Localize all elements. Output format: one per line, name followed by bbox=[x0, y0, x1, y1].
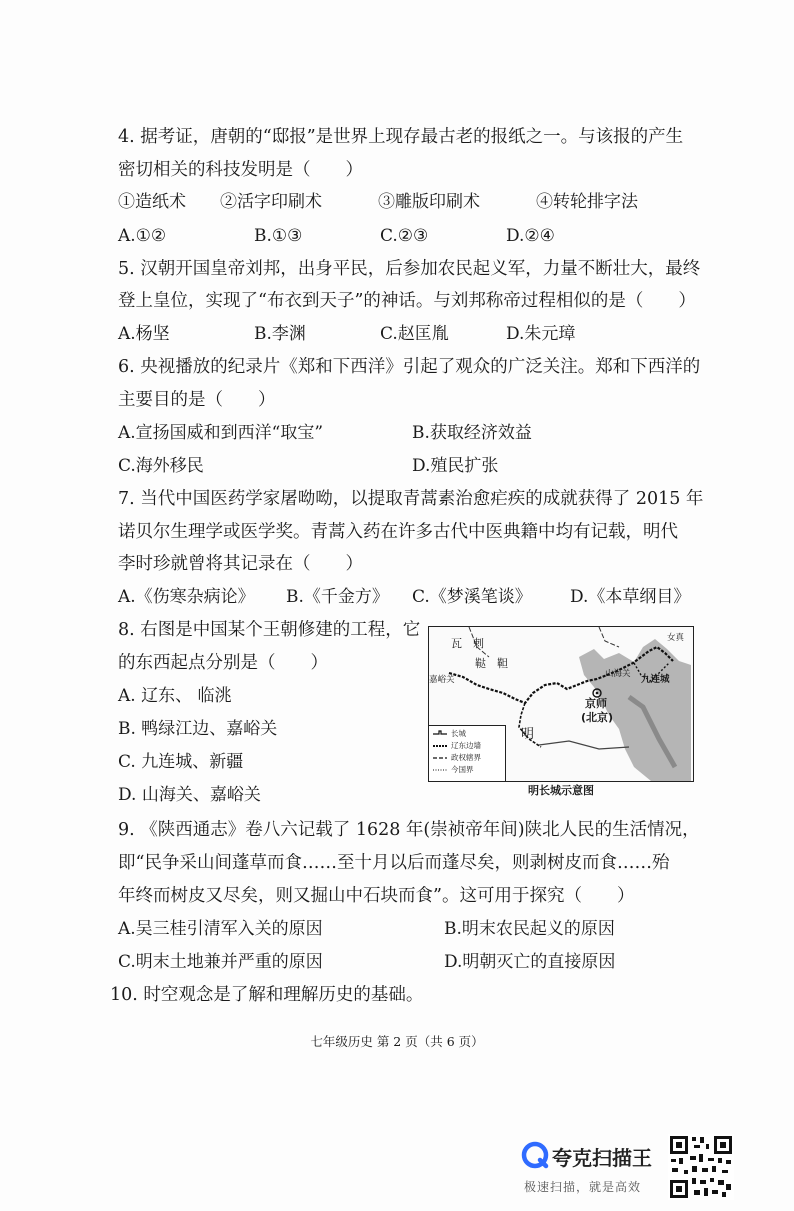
map-label-beijing: (北京) bbox=[581, 711, 614, 724]
legend-label-wall: 长城 bbox=[451, 729, 466, 738]
q6-line1: 6. 央视播放的纪录片《郑和下西洋》引起了观众的广泛关注。郑和下西洋的 bbox=[118, 357, 701, 377]
q4-line2: 密切相关的科技发明是（ ） bbox=[118, 160, 363, 180]
q4-option-a: A.①② bbox=[118, 226, 167, 246]
ming-great-wall-map bbox=[428, 626, 694, 782]
legend-label-border: 今国界 bbox=[451, 765, 474, 774]
map-label-ming: 明 bbox=[521, 727, 535, 742]
q8-option-b: B. 鸭绿江边、嘉峪关 bbox=[118, 719, 278, 739]
qr-code-icon bbox=[668, 1134, 734, 1200]
q4-item-4: ④转轮排字法 bbox=[536, 192, 638, 212]
q6-option-c: C.海外移民 bbox=[118, 456, 204, 476]
q5-option-a: A.杨坚 bbox=[118, 324, 170, 344]
q6-option-b: B.获取经济效益 bbox=[412, 423, 532, 443]
q9-line3: 年终而树皮又尽矣，则又掘山中石块而食”。这可用于探究（ ） bbox=[118, 886, 635, 906]
map-river-line bbox=[539, 741, 629, 749]
q5-option-b: B.李渊 bbox=[254, 324, 306, 344]
q5-line1: 5. 汉朝开国皇帝刘邦，出身平民，后参加农民起义军，力量不断壮大，最终 bbox=[118, 259, 701, 279]
q8-line1: 8. 右图是中国某个王朝修建的工程，它 bbox=[118, 620, 421, 640]
map-label-jiayuguan: 嘉峪关 bbox=[429, 675, 455, 685]
q4-line1: 4. 据考证，唐朝的“邸报”是世界上现存最古老的报纸之一。与该报的产生 bbox=[118, 127, 684, 147]
q5-line2: 登上皇位，实现了“布衣到天子”的神话。与刘邦称帝过程相似的是（ ） bbox=[118, 291, 696, 311]
q8-line2: 的东西起点分别是（ ） bbox=[118, 653, 328, 673]
map-legend bbox=[429, 725, 506, 782]
q4-item-2: ②活字印刷术 bbox=[220, 192, 322, 212]
q7-line2: 诺贝尔生理学或医学奖。青蒿入药在许多古代中医典籍中均有记载，明代 bbox=[118, 522, 678, 542]
map-caption: 明长城示意图 bbox=[528, 784, 594, 797]
q9-line2: 即“民争采山间蓬草而食……至十月以后而蓬尽矣，则剥树皮而食……殆 bbox=[118, 853, 670, 873]
q5-option-d: D.朱元璋 bbox=[506, 324, 576, 344]
q4-item-1: ①造纸术 bbox=[118, 192, 186, 212]
map-label-wala: 瓦 剌 bbox=[451, 637, 484, 650]
q7-line3: 李时珍就曾将其记录在（ ） bbox=[118, 554, 363, 574]
q6-option-a: A.宣扬国威和到西洋“取宝” bbox=[118, 423, 324, 443]
q6-line2: 主要目的是（ ） bbox=[118, 390, 276, 410]
q8-option-d: D. 山海关、嘉峪关 bbox=[118, 785, 261, 805]
map-label-dada: 鞑 靼 bbox=[475, 657, 508, 670]
brand-slogan: 极速扫描，就是高效 bbox=[524, 1180, 642, 1194]
map-label-shanhaiguan: 山海关 bbox=[605, 669, 631, 679]
q4-option-b: B.①③ bbox=[254, 226, 303, 246]
q8-option-a: A. 辽东、 临洮 bbox=[118, 686, 232, 706]
q4-option-c: C.②③ bbox=[380, 226, 429, 246]
quark-logo-icon bbox=[520, 1140, 550, 1170]
q5-option-c: C.赵匡胤 bbox=[380, 324, 449, 344]
map-label-jiuliancheng: 九连城 bbox=[641, 674, 670, 685]
brand-name: 夸克扫描王 bbox=[552, 1146, 652, 1170]
q7-option-d: D.《本草纲目》 bbox=[570, 587, 691, 607]
q7-option-c: C.《梦溪笔谈》 bbox=[412, 587, 532, 607]
q6-option-d: D.殖民扩张 bbox=[412, 456, 499, 476]
q4-item-3: ③雕版印刷术 bbox=[378, 192, 480, 212]
map-label-nvzhen: 女真 bbox=[667, 633, 685, 643]
q9-line1: 9. 《陕西通志》卷八六记载了 1628 年(崇祯帝年间)陕北人民的生活情况， bbox=[118, 820, 700, 840]
q9-option-c: C.明末土地兼并严重的原因 bbox=[118, 952, 323, 972]
q10-line1: 10. 时空观念是了解和理解历史的基础。 bbox=[110, 985, 424, 1005]
legend-label-liaodong: 辽东边墙 bbox=[451, 741, 481, 750]
page-footer: 七年级历史 第 2 页（共 6 页） bbox=[310, 1034, 484, 1049]
q7-line1: 7. 当代中国医药学家屠呦呦，以提取青蒿素治愈疟疾的成就获得了 2015 年 bbox=[118, 489, 704, 509]
map-label-jingshi: 京师 bbox=[585, 697, 607, 710]
q4-option-d: D.②④ bbox=[506, 226, 555, 246]
q9-option-b: B.明末农民起义的原因 bbox=[444, 919, 615, 939]
q8-option-c: C. 九连城、新疆 bbox=[118, 752, 244, 772]
legend-label-regime: 政权辖界 bbox=[451, 753, 481, 762]
q7-option-b: B.《千金方》 bbox=[286, 587, 389, 607]
q7-option-a: A.《伤寒杂病论》 bbox=[118, 587, 255, 607]
q9-option-a: A.吴三桂引清军入关的原因 bbox=[118, 919, 323, 939]
legend-symbol-wall bbox=[433, 731, 447, 734]
q9-option-d: D.明朝灭亡的直接原因 bbox=[444, 952, 616, 972]
map-capital-dot bbox=[596, 692, 599, 695]
